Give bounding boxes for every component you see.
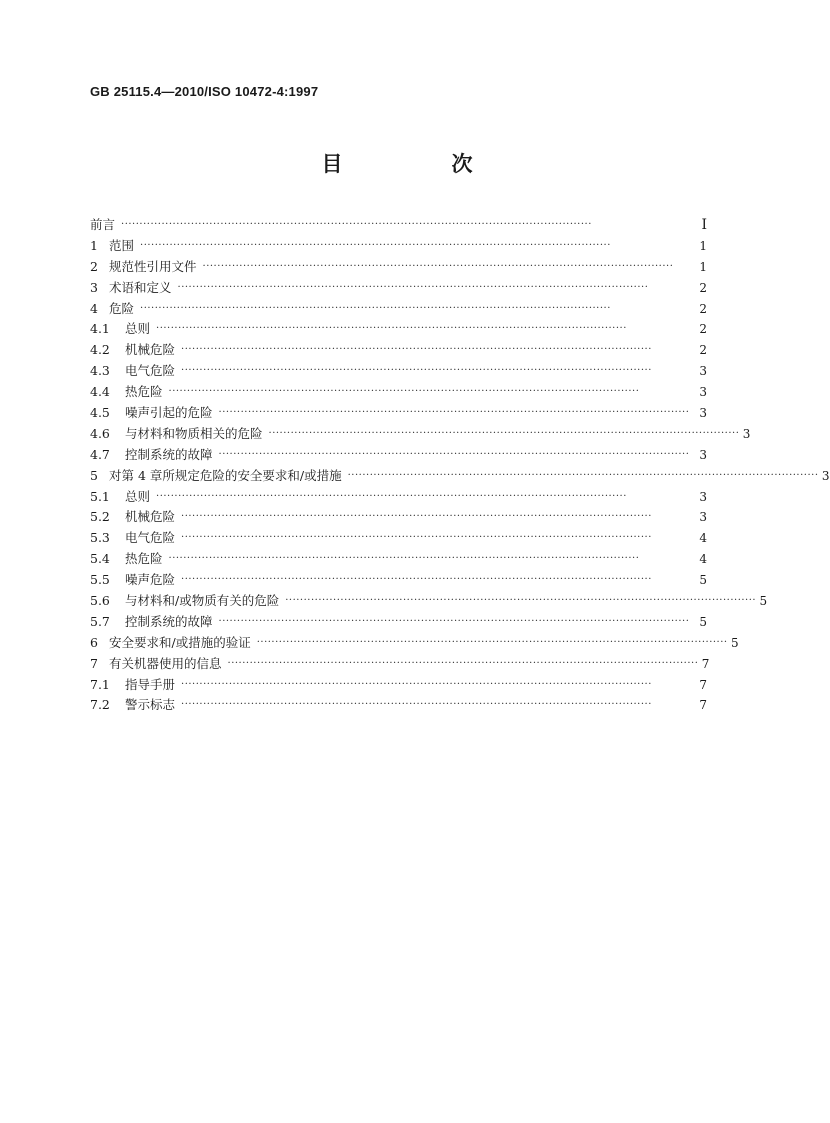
toc-entry[interactable] <box>90 612 707 633</box>
toc-entry-label: 总则 <box>125 488 151 504</box>
toc-entry-page-number: 7 <box>699 698 707 713</box>
toc-dot-leader: ································································································································ <box>227 657 699 669</box>
toc-entry[interactable] <box>90 361 707 382</box>
toc-entry-label: 噪声危险 <box>125 572 176 588</box>
toc-entry[interactable] <box>90 299 707 320</box>
toc-entry-label: 术语和定义 <box>109 279 172 295</box>
toc-entry[interactable] <box>90 236 707 257</box>
toc-entry[interactable] <box>90 278 707 299</box>
toc-entry-number: 5 <box>90 467 98 483</box>
toc-dot-leader: ································································································································ <box>168 386 640 398</box>
toc-entry[interactable] <box>90 257 707 278</box>
toc-entry-label: 指导手册 <box>125 676 176 692</box>
toc-dot-leader: ································································································································ <box>140 302 611 314</box>
toc-entry-number: 5.6 <box>90 593 110 609</box>
toc-entry[interactable] <box>90 507 707 528</box>
toc-entry[interactable] <box>90 215 707 236</box>
toc-dot-leader: ································································································································ <box>177 281 649 293</box>
toc-entry-number: 3 <box>90 279 98 295</box>
toc-entry-page-number: 4 <box>699 552 707 567</box>
toc-entry-page-number: 3 <box>699 385 707 400</box>
toc-entry-label: 危险 <box>109 300 135 316</box>
toc-dot-leader: ································································································································ <box>285 595 757 607</box>
toc-dot-leader: ································································································································ <box>268 427 740 439</box>
toc-dot-leader: ································································································································ <box>156 490 627 502</box>
toc-entry-label: 控制系统的故障 <box>125 613 213 629</box>
toc-entry-label: 控制系统的故障 <box>125 446 213 462</box>
toc-entry[interactable] <box>90 654 710 675</box>
toc-entry-number: 5.3 <box>90 530 110 546</box>
toc-entry[interactable] <box>90 319 707 340</box>
toc-entry[interactable] <box>90 633 739 654</box>
toc-entry-label: 前言 <box>90 216 116 232</box>
toc-entry-number: 5.2 <box>90 509 110 525</box>
toc-dot-leader: ································································································································ <box>156 323 627 335</box>
toc-dot-leader: ································································································································ <box>181 511 652 523</box>
toc-dot-leader: ································································································································ <box>181 699 652 711</box>
toc-entry-number: 1 <box>90 237 98 253</box>
toc-entry-page-number: 3 <box>699 447 707 462</box>
toc-entry[interactable] <box>90 591 768 612</box>
toc-entry[interactable] <box>90 570 707 591</box>
toc-entry-page-number: 3 <box>821 468 830 483</box>
toc-entry-page-number: 2 <box>699 280 707 295</box>
toc-entry-label: 与材料和物质相关的危险 <box>125 425 263 441</box>
toc-entry[interactable] <box>90 675 707 696</box>
toc-entry-label: 热危险 <box>125 384 163 400</box>
toc-entry-number: 5.7 <box>90 613 110 629</box>
toc-title: 目 次 <box>321 152 517 176</box>
toc-entry[interactable] <box>90 695 707 716</box>
toc-entry-label: 热危险 <box>125 551 163 567</box>
toc-entry[interactable] <box>90 403 707 424</box>
toc-entry-page-number: 2 <box>699 322 707 337</box>
toc-dot-leader: ································································································································ <box>256 636 728 648</box>
toc-dot-leader: ································································································································ <box>140 239 611 251</box>
toc-entry[interactable] <box>90 528 707 549</box>
toc-entry-page-number: 3 <box>699 510 707 525</box>
toc-entry-label: 安全要求和/或措施的验证 <box>109 634 251 650</box>
toc-entry-page-number: 5 <box>699 573 707 588</box>
toc-entry-number: 4.2 <box>90 342 110 358</box>
toc-entry-page-number: Ⅰ <box>701 216 707 233</box>
toc-entry-number: 5.1 <box>90 488 110 504</box>
toc-dot-leader: ································································································································ <box>121 218 592 230</box>
toc-entry-page-number: 7 <box>701 656 710 671</box>
toc-dot-leader: ································································································································ <box>168 553 640 565</box>
toc-entry-page-number: 3 <box>742 426 751 441</box>
toc-entry-label: 范围 <box>109 237 135 253</box>
toc-entry-number: 4.5 <box>90 405 110 420</box>
toc-entry-label: 噪声引起的危险 <box>125 405 213 420</box>
toc-entry-number: 4.3 <box>90 363 110 379</box>
toc-dot-leader: ································································································································ <box>181 365 652 377</box>
toc-entry[interactable] <box>90 424 751 445</box>
toc-entry-page-number: 3 <box>699 489 707 504</box>
toc-entry-label: 机械危险 <box>125 509 176 525</box>
toc-entry-number: 7 <box>90 655 98 671</box>
table-of-contents <box>90 215 830 716</box>
toc-entry-label: 电气危险 <box>125 530 176 546</box>
toc-entry-number: 2 <box>90 258 98 274</box>
toc-entry-page-number: 1 <box>699 238 707 253</box>
toc-entry-label: 与材料和/或物质有关的危险 <box>125 593 280 609</box>
toc-entry-number: 7.1 <box>90 676 110 692</box>
toc-entry-page-number: 1 <box>699 259 707 274</box>
toc-entry[interactable] <box>90 445 707 466</box>
toc-entry-page-number: 4 <box>699 531 707 546</box>
toc-entry[interactable] <box>90 549 707 570</box>
toc-entry-label: 规范性引用文件 <box>109 258 197 274</box>
toc-entry-number: 5.4 <box>90 551 110 567</box>
toc-dot-leader: ································································································································ <box>218 448 690 460</box>
toc-entry-number: 4.6 <box>90 425 110 441</box>
toc-entry[interactable] <box>90 340 707 361</box>
toc-dot-leader: ································································································································ <box>181 344 652 356</box>
toc-entry-page-number: 3 <box>699 364 707 379</box>
toc-dot-leader: ································································································································ <box>218 615 690 627</box>
toc-entry-number: 5.5 <box>90 572 110 588</box>
toc-entry-page-number: 5 <box>759 594 768 609</box>
toc-entry-page-number: 3 <box>699 406 707 420</box>
toc-dot-leader: ································································································································ <box>347 469 819 481</box>
toc-entry-number: 7.2 <box>90 697 110 713</box>
toc-entry-number: 4.7 <box>90 446 110 462</box>
toc-entry-number: 4.4 <box>90 384 110 400</box>
toc-entry-number: 4.1 <box>90 321 110 337</box>
standard-number-header: GB 25115.4—2010/ISO 10472-4:1997 <box>90 84 319 99</box>
toc-entry-page-number: 7 <box>699 677 707 692</box>
toc-dot-leader: ································································································································ <box>202 260 674 272</box>
toc-entry-page-number: 2 <box>699 343 707 358</box>
toc-dot-leader: ································································································································ <box>218 407 690 418</box>
toc-entry-label: 电气危险 <box>125 363 176 379</box>
toc-entry-number: 6 <box>90 634 98 650</box>
toc-entry-label: 对第 4 章所规定危险的安全要求和/或措施 <box>109 467 342 483</box>
toc-entry-label: 有关机器使用的信息 <box>109 655 222 671</box>
toc-entry[interactable] <box>90 382 707 403</box>
toc-entry-label: 机械危险 <box>125 342 176 358</box>
toc-dot-leader: ································································································································ <box>181 678 652 690</box>
toc-entry[interactable] <box>90 466 830 487</box>
toc-dot-leader: ································································································································ <box>181 574 652 586</box>
toc-entry[interactable] <box>90 487 707 508</box>
toc-dot-leader: ································································································································ <box>181 532 652 544</box>
toc-entry-label: 总则 <box>125 321 151 337</box>
toc-entry-number: 4 <box>90 300 98 316</box>
toc-entry-page-number: 5 <box>699 614 707 629</box>
toc-entry-label: 警示标志 <box>125 697 176 713</box>
toc-entry-page-number: 2 <box>699 301 707 316</box>
toc-entry-page-number: 5 <box>730 635 739 650</box>
